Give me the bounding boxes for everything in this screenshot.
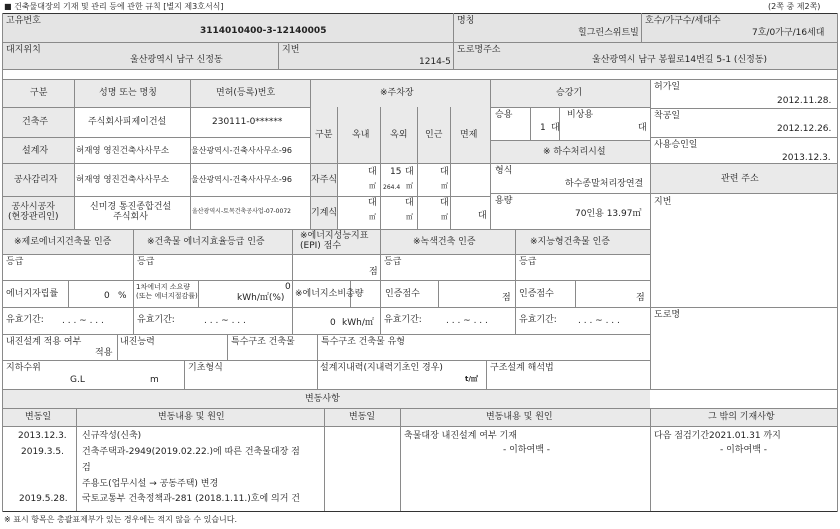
parking-type-header: 구분 [315,130,333,140]
mech-in-area-unit: ㎡ [369,213,376,221]
rule [2,69,837,70]
rule [490,193,650,194]
self-out-count-unit: 대 [405,167,414,177]
primary-energy-unit: kWh/㎡(%) [237,293,285,303]
smart-valid-value: . . . ~ . . . [578,316,620,326]
role-designer: 설계자 [22,146,49,156]
parking-outdoor-header: 옥외 [390,130,408,140]
grade-valid-label: 유효기간: [137,315,175,325]
change-date: 2019.5.28. [19,494,68,504]
seismic-design-value: 적용 [95,348,113,358]
rule [380,229,381,334]
groundwater-label: 지하수위 [6,363,41,373]
green-cert-score-label: 인증점수 [385,289,420,299]
lift-ride-unit: 대 [551,123,560,133]
rule [278,42,279,69]
site-label: 대지위치 [6,45,41,55]
change-date: 2019.3.5. [21,447,64,457]
change-content-header: 변동내용 및 원인 [158,412,225,422]
change-date-header-2: 변동일 [349,412,376,422]
groundwater-gl: G.L [70,375,85,385]
sewage-type-label: 형식 [495,166,513,176]
contractor-license: 울산광역시-토목건축공사업-07-0072 [192,208,291,215]
name-value: 힐그린스위트빌 [578,28,639,38]
permit-date-value: 2012.11.28. [777,96,832,106]
sewage-title: ※ 하수처리시설 [543,147,606,157]
rule [490,79,491,229]
green-cert-score-unit: 점 [502,293,511,303]
road-label: 도로명주소 [457,45,501,55]
lift-emergency-unit: 대 [638,123,647,133]
sewage-capacity-label: 용량 [495,196,513,206]
related-lot-label: 지번 [654,197,672,207]
rule [337,107,338,229]
rule [515,229,516,334]
persons-role-header: 구분 [30,88,48,98]
self-in-count-unit: 대 [368,167,377,177]
zero-valid-label: 유효기간: [6,315,44,325]
parking-self-label: 자주식 [311,175,338,185]
change-line: 주용도(업무시설 → 공동주택) 변경 [82,479,219,489]
rule [2,13,837,14]
rule [2,511,837,512]
seismic-capacity-label: 내진능력 [120,337,155,347]
change-line: 신규작성(신축) [82,431,142,441]
rule [184,360,185,389]
rule [76,408,77,511]
rule [2,137,310,138]
smart-cert-score-unit: 점 [636,293,645,303]
zero-valid-value: . . . ~ . . . [62,316,104,326]
rule [490,140,650,141]
mech-near-count-unit: 대 [440,198,449,208]
id-label: 고유번호 [6,16,41,26]
green-building-cert-header: ※녹색건축 인증 [413,237,476,247]
rule [317,360,318,389]
rule [2,79,837,80]
smart-valid-label: 유효기간: [519,315,557,325]
parking-mech-label: 기계식 [311,208,338,218]
rule [380,107,381,229]
green-valid-label: 유효기간: [384,315,422,325]
self-near-area-unit: ㎡ [441,182,448,190]
rule [310,79,311,229]
role-contractor: 공사시공자 (현장관리인) [8,202,59,222]
page-indicator: (2쪽 중 제2쪽) [768,2,821,11]
special-structure-type-label: 특수구조 건축물 유형 [321,337,405,347]
energy-grade-cert-header: ※건축물 에너지효율등급 인증 [147,237,265,247]
rule [453,13,454,42]
self-out-count: 15 [390,167,402,177]
change-content-header-2: 변동내용 및 원인 [486,412,553,422]
approval-date-label: 사용승인일 [654,140,698,150]
rule [117,334,118,360]
exempt-count-unit: 대 [478,211,487,221]
energy-grade-label: 등급 [137,257,155,267]
lift-emergency-label: 비상용 [567,110,594,120]
rule [2,13,3,512]
road-value: 울산광역시 남구 봉월로14번길 5-1 (신정동) [592,55,768,65]
rule [2,426,837,427]
change-continued-line: 축물대장 내진설계 여부 기재 [404,431,517,441]
rule [2,107,310,108]
primary-energy-label: 1차에너지 소요량 (또는 에너지절감률) [136,283,198,300]
rule [453,42,454,69]
rule [2,334,650,335]
lot-value: 1214-5 [419,57,451,67]
rule [650,408,651,511]
other-items-header: 그 밖의 기재사항 [708,412,775,422]
footer-note: ※ 표시 항목은 총괄표제부가 있는 경우에는 적지 않을 수 있습니다. [4,515,238,524]
seismic-design-label: 내진설계 적용 여부 [6,337,82,347]
rule [2,280,650,281]
epi-score-header: ※에너지성능지표 (EPI) 점수 [300,231,369,251]
lift-ride-label: 승용 [495,110,513,120]
form-title: ■ 건축물대장의 기재 및 관리 등에 관한 규칙 [별지 제3호서식] [4,2,224,11]
related-address-title: 관련 주소 [721,174,759,184]
energy-consumption-label: ※에너지소비총량 [295,289,364,299]
change-date: 2013.12.3. [18,431,67,441]
mech-near-area-unit: ㎡ [441,213,448,221]
rule [2,229,650,230]
self-out-area-unit: ㎡ [406,182,413,190]
groundwater-unit: m [150,375,159,385]
smart-grade-label: 등급 [519,257,537,267]
sewage-type-value: 하수종말처리장연결 [565,179,644,189]
lift-ride-value: 1 [540,123,546,133]
name-label: 명칭 [457,16,475,26]
rule [2,307,837,308]
related-road-label: 도로명 [654,310,681,320]
parking-indoor-header: 옥내 [352,130,370,140]
rule [650,79,651,389]
primary-energy-value: 0 [285,282,291,292]
role-owner: 건축주 [22,117,49,127]
self-sufficiency-value: 0 [104,291,110,301]
owner-name: 주식회사피제이건설 [88,117,167,127]
rule [530,107,531,140]
designer-name: 허재영 영진건축사사무소 [76,146,170,156]
rule [292,229,293,334]
grade-valid-value: . . . ~ . . . [204,316,246,326]
other-items-line: 다음 점검기간2021.01.31 까지 [654,431,781,441]
rule [2,360,650,361]
start-date-value: 2012.12.26. [777,124,832,134]
mech-out-count-unit: 대 [405,198,414,208]
self-in-area-unit: ㎡ [369,182,376,190]
supervisor-name: 허재영 영진건축사사무소 [76,175,170,185]
persons-license-header: 면허(등록)번호 [216,88,276,98]
smart-cert-score-label: 인증점수 [519,289,554,299]
supervisor-license: 울산광역시-건축사사무소-96 [191,175,292,184]
rule [74,79,75,229]
rule [650,108,837,109]
rule [317,334,318,360]
rule [2,389,837,390]
rule [198,280,199,307]
rule [68,280,69,307]
permit-date-label: 허가일 [654,82,681,92]
rule [438,280,439,307]
role-supervisor: 공사감리자 [14,175,58,185]
change-date-header: 변동일 [25,412,52,422]
self-near-count-unit: 대 [440,167,449,177]
rule [575,280,576,307]
rule [2,408,837,409]
sewage-capacity-value: 70인용 13.97㎥ [575,209,642,219]
lot-label: 지번 [282,45,300,55]
parking-title: ※주차장 [380,88,414,98]
parking-exempt-header: 면제 [460,130,478,140]
rule [133,229,134,334]
change-line: 건축주택과-2949(2019.02.22.)에 따른 건축물대장 점 [82,447,300,457]
persons-name-header: 성명 또는 명칭 [99,88,157,98]
zero-grade-label: 등급 [6,257,24,267]
approval-date-value: 2013.12.3. [782,153,831,163]
rule [324,408,325,511]
mech-in-count-unit: 대 [368,198,377,208]
rule [650,137,837,138]
epi-score-unit: 점 [369,267,378,277]
id-value: 3114010400-3-12140005 [200,26,327,36]
green-valid-value: . . . ~ . . . [446,316,488,326]
site-value: 울산광역시 남구 신정동 [130,55,223,65]
zero-energy-cert-header: ※제로에너지건축물 인증 [14,237,112,247]
rule [417,107,418,229]
green-grade-label: 등급 [384,257,402,267]
structural-analysis-label: 구조설계 해석법 [490,363,554,373]
parking-nearby-header: 인근 [425,130,443,140]
units-label: 호수/가구수/세대수 [645,16,721,26]
special-structure-label: 특수구조 건축물 [231,337,295,347]
rule [486,360,487,389]
rule [837,13,838,512]
mech-out-area-unit: ㎡ [406,213,413,221]
smart-building-cert-header: ※지능형건축물 인증 [530,237,610,247]
design-bearing-unit: t/㎡ [465,375,478,383]
foundation-type-label: 기초형식 [188,363,223,373]
rule [641,13,642,42]
contractor-name: 신미경 통진종합건설 주식회사 [90,202,172,222]
changes-title: 변동사항 [305,394,340,404]
rule [2,254,650,255]
change-line: 국토교통부 건축정책과-281 (2018.1.11.)호에 의거 건 [82,494,300,504]
self-sufficiency-label: 에너지자립률 [6,289,59,299]
owner-license: 230111-0****** [212,117,283,127]
rule [490,107,650,108]
energy-consumption-value: 0 [330,318,336,328]
rule [450,107,451,229]
energy-consumption-unit: kWh/㎡ [342,318,374,328]
designer-license: 울산광역시-건축사사무소-96 [191,146,292,155]
other-items-end-marker: - 이하여백 - [720,445,767,455]
rule [2,163,837,164]
rule [400,408,401,511]
rule [227,334,228,360]
self-sufficiency-pct: % [118,291,127,301]
change-line: 검 [82,463,91,473]
units-value: 7호/0가구/16세대 [752,28,825,38]
start-date-label: 착공일 [654,111,681,121]
self-out-area: 264.4 [383,184,401,191]
change-end-marker: - 이하여백 - [503,445,550,455]
rule [2,42,837,43]
lift-title: 승강기 [556,88,583,98]
design-bearing-label: 설계지내력(지내력기초인 경우) [320,363,443,373]
rule [650,193,837,194]
